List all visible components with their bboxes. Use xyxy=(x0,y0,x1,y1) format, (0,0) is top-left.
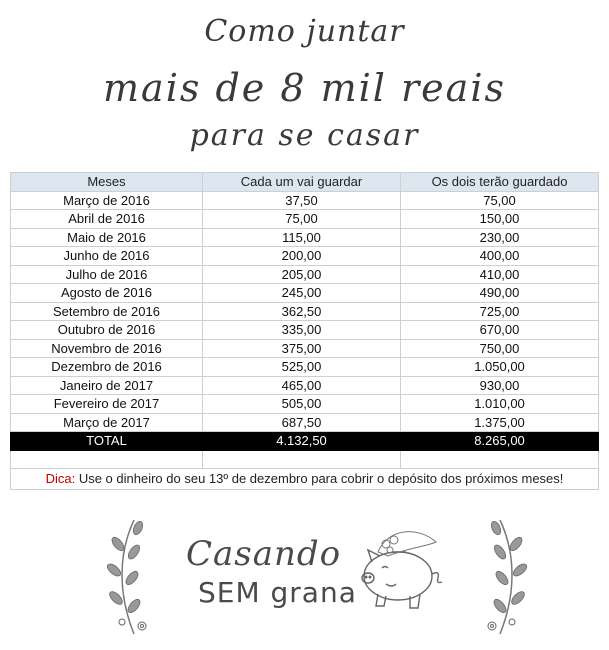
table-row xyxy=(11,321,599,340)
each-cell: 687,50 xyxy=(203,413,401,432)
table-row xyxy=(11,413,599,432)
both-cell: 75,00 xyxy=(401,191,599,210)
title-line-2: mais de 8 mil reais xyxy=(103,66,506,110)
table-row xyxy=(11,302,599,321)
table-row xyxy=(11,339,599,358)
empty-cell xyxy=(401,450,599,468)
month-cell: Maio de 2016 xyxy=(11,228,203,247)
total-label: TOTAL xyxy=(11,432,203,451)
each-cell: 205,00 xyxy=(203,265,401,284)
each-cell: 200,00 xyxy=(203,247,401,266)
month-cell: Agosto de 2016 xyxy=(11,284,203,303)
each-cell: 375,00 xyxy=(203,339,401,358)
month-cell: Março de 2017 xyxy=(11,413,203,432)
each-cell: 37,50 xyxy=(203,191,401,210)
tip-cell xyxy=(11,468,599,489)
both-cell: 1.375,00 xyxy=(401,413,599,432)
month-cell: Dezembro de 2016 xyxy=(11,358,203,377)
month-cell: Outubro de 2016 xyxy=(11,321,203,340)
table-header-row xyxy=(11,173,599,192)
both-cell: 1.050,00 xyxy=(401,358,599,377)
piggy-bank-icon xyxy=(348,522,448,614)
tip-text: Use o dinheiro do seu 13º de dezembro para cobrir o depósito dos próximos meses! xyxy=(75,471,564,486)
table-row xyxy=(11,265,599,284)
title-line-3: para se casar xyxy=(189,118,420,153)
both-cell: 230,00 xyxy=(401,228,599,247)
each-cell: 525,00 xyxy=(203,358,401,377)
month-cell: Fevereiro de 2017 xyxy=(11,395,203,414)
laurel-branch-right-icon xyxy=(470,514,530,638)
each-cell: 245,00 xyxy=(203,284,401,303)
table-row xyxy=(11,395,599,414)
each-cell: 465,00 xyxy=(203,376,401,395)
each-cell: 505,00 xyxy=(203,395,401,414)
savings-table xyxy=(10,172,599,490)
empty-cell xyxy=(11,450,203,468)
both-cell: 410,00 xyxy=(401,265,599,284)
empty-row xyxy=(11,450,599,468)
tip-row xyxy=(11,468,599,489)
month-cell: Novembro de 2016 xyxy=(11,339,203,358)
table-row xyxy=(11,284,599,303)
each-cell: 362,50 xyxy=(203,302,401,321)
month-cell: Março de 2016 xyxy=(11,191,203,210)
logo-sem-grana: SEM grana xyxy=(198,576,357,609)
table-row xyxy=(11,247,599,266)
header-each: Cada um vai guardar xyxy=(203,173,401,192)
both-cell: 400,00 xyxy=(401,247,599,266)
both-cell: 670,00 xyxy=(401,321,599,340)
both-cell: 930,00 xyxy=(401,376,599,395)
both-cell: 750,00 xyxy=(401,339,599,358)
empty-cell xyxy=(203,450,401,468)
header-months: Meses xyxy=(11,173,203,192)
both-cell: 150,00 xyxy=(401,210,599,229)
month-cell: Abril de 2016 xyxy=(11,210,203,229)
table-row xyxy=(11,228,599,247)
logo-casando: Casando xyxy=(186,534,342,574)
header-both: Os dois terão guardado xyxy=(401,173,599,192)
total-each: 4.132,50 xyxy=(203,432,401,451)
each-cell: 335,00 xyxy=(203,321,401,340)
month-cell: Junho de 2016 xyxy=(11,247,203,266)
title-line-1: Como juntar xyxy=(204,14,405,49)
month-cell: Janeiro de 2017 xyxy=(11,376,203,395)
total-both: 8.265,00 xyxy=(401,432,599,451)
total-row xyxy=(11,432,599,451)
both-cell: 1.010,00 xyxy=(401,395,599,414)
laurel-branch-left-icon xyxy=(104,514,164,638)
tip-label: Dica: xyxy=(45,471,76,486)
both-cell: 490,00 xyxy=(401,284,599,303)
each-cell: 115,00 xyxy=(203,228,401,247)
table-row xyxy=(11,210,599,229)
table-row xyxy=(11,191,599,210)
month-cell: Setembro de 2016 xyxy=(11,302,203,321)
table-row xyxy=(11,376,599,395)
both-cell: 725,00 xyxy=(401,302,599,321)
table-row xyxy=(11,358,599,377)
month-cell: Julho de 2016 xyxy=(11,265,203,284)
each-cell: 75,00 xyxy=(203,210,401,229)
